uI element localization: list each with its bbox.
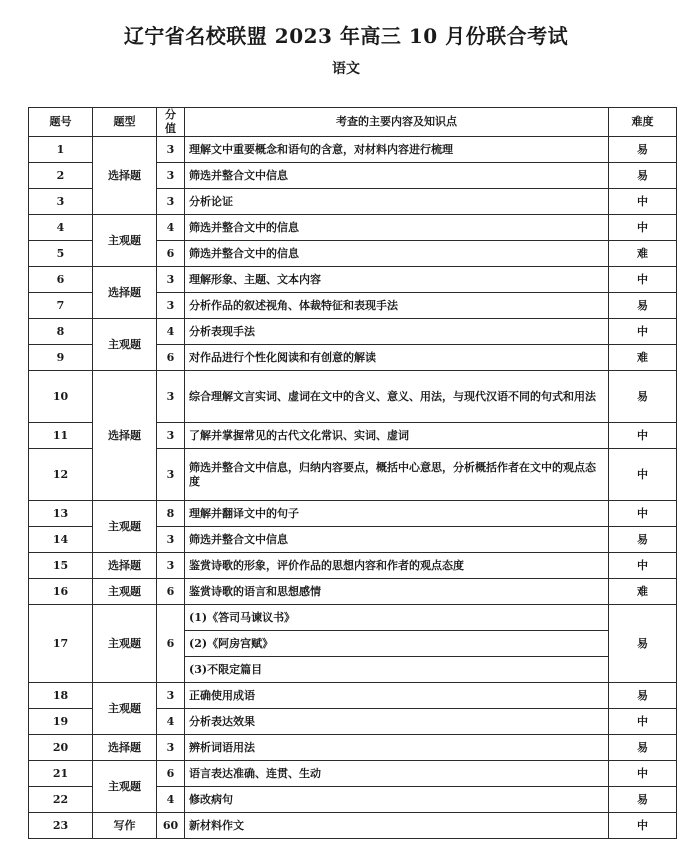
difficulty: 中 — [609, 761, 677, 787]
question-no: 16 — [29, 579, 93, 605]
header-question-no: 题号 — [29, 108, 93, 137]
score: 3 — [157, 553, 185, 579]
difficulty: 中 — [609, 709, 677, 735]
difficulty: 易 — [609, 683, 677, 709]
difficulty: 中 — [609, 553, 677, 579]
question-type: 主观题 — [93, 683, 157, 735]
table-row — [29, 579, 677, 605]
difficulty: 易 — [609, 371, 677, 423]
content: 修改病句 — [185, 787, 609, 813]
question-type: 选择题 — [93, 267, 157, 319]
difficulty: 中 — [609, 449, 677, 501]
question-no: 2 — [29, 163, 93, 189]
content: 语言表达准确、连贯、生动 — [185, 761, 609, 787]
question-no: 17 — [29, 605, 93, 683]
score: 3 — [157, 267, 185, 293]
score: 4 — [157, 787, 185, 813]
score: 4 — [157, 319, 185, 345]
difficulty: 易 — [609, 293, 677, 319]
table-row — [29, 501, 677, 527]
question-no: 18 — [29, 683, 93, 709]
question-no: 3 — [29, 189, 93, 215]
content: 分析表达效果 — [185, 709, 609, 735]
header-score: 分值 — [157, 108, 185, 137]
difficulty: 难 — [609, 241, 677, 267]
content: 辨析词语用法 — [185, 735, 609, 761]
score: 6 — [157, 761, 185, 787]
score: 3 — [157, 423, 185, 449]
score: 60 — [157, 813, 185, 839]
score: 6 — [157, 579, 185, 605]
content-subitem: (3)不限定篇目 — [185, 657, 609, 683]
table-row — [29, 735, 677, 761]
content-subitem: (1)《答司马谏议书》 — [185, 605, 609, 631]
question-analysis-table — [28, 107, 677, 839]
question-type: 选择题 — [93, 553, 157, 579]
score: 6 — [157, 241, 185, 267]
table-row — [29, 319, 677, 345]
question-no: 10 — [29, 371, 93, 423]
content: 分析作品的叙述视角、体裁特征和表现手法 — [185, 293, 609, 319]
score: 3 — [157, 683, 185, 709]
difficulty: 中 — [609, 267, 677, 293]
difficulty: 易 — [609, 735, 677, 761]
question-no: 23 — [29, 813, 93, 839]
question-no: 6 — [29, 267, 93, 293]
difficulty: 易 — [609, 527, 677, 553]
content: 了解并掌握常见的古代文化常识、实词、虚词 — [185, 423, 609, 449]
difficulty: 中 — [609, 319, 677, 345]
difficulty: 易 — [609, 163, 677, 189]
question-no: 21 — [29, 761, 93, 787]
question-type: 主观题 — [93, 761, 157, 813]
question-type: 主观题 — [93, 605, 157, 683]
question-type: 主观题 — [93, 501, 157, 553]
question-no: 7 — [29, 293, 93, 319]
score: 3 — [157, 449, 185, 501]
content: 理解形象、主题、文本内容 — [185, 267, 609, 293]
difficulty: 中 — [609, 501, 677, 527]
content: 综合理解文言实词、虚词在文中的含义、意义、用法，与现代汉语不同的句式和用法 — [185, 371, 609, 423]
table-row — [29, 683, 677, 709]
content: 筛选并整合文中信息 — [185, 163, 609, 189]
question-type: 选择题 — [93, 137, 157, 215]
table-row — [29, 215, 677, 241]
question-type: 主观题 — [93, 215, 157, 267]
score: 3 — [157, 735, 185, 761]
question-no: 5 — [29, 241, 93, 267]
question-no: 9 — [29, 345, 93, 371]
question-no: 4 — [29, 215, 93, 241]
question-no: 22 — [29, 787, 93, 813]
content: 分析论证 — [185, 189, 609, 215]
header-difficulty: 难度 — [609, 108, 677, 137]
difficulty: 中 — [609, 813, 677, 839]
header-row — [29, 108, 677, 137]
difficulty: 中 — [609, 189, 677, 215]
question-no: 14 — [29, 527, 93, 553]
difficulty: 难 — [609, 579, 677, 605]
score: 8 — [157, 501, 185, 527]
question-type: 主观题 — [93, 319, 157, 371]
score: 3 — [157, 137, 185, 163]
content: 鉴赏诗歌的形象，评价作品的思想内容和作者的观点态度 — [185, 553, 609, 579]
question-no: 15 — [29, 553, 93, 579]
exam-title: 辽宁省名校联盟 2023 年高三 10 月份联合考试 — [123, 24, 569, 48]
score: 3 — [157, 527, 185, 553]
question-type: 写作 — [93, 813, 157, 839]
content: 对作品进行个性化阅读和有创意的解读 — [185, 345, 609, 371]
table-row — [29, 761, 677, 787]
table-row — [29, 371, 677, 423]
question-no: 12 — [29, 449, 93, 501]
question-no: 1 — [29, 137, 93, 163]
content: 分析表现手法 — [185, 319, 609, 345]
question-type: 选择题 — [93, 371, 157, 501]
content: 鉴赏诗歌的语言和思想感情 — [185, 579, 609, 605]
score: 3 — [157, 371, 185, 423]
score: 6 — [157, 345, 185, 371]
difficulty: 易 — [609, 137, 677, 163]
score: 3 — [157, 293, 185, 319]
table-row — [29, 605, 677, 631]
content: 理解文中重要概念和语句的含意，对材料内容进行梳理 — [185, 137, 609, 163]
table-row — [29, 553, 677, 579]
difficulty: 易 — [609, 787, 677, 813]
question-no: 19 — [29, 709, 93, 735]
content: 理解并翻译文中的句子 — [185, 501, 609, 527]
content: 筛选并整合文中的信息 — [185, 241, 609, 267]
score: 4 — [157, 709, 185, 735]
table-row — [29, 137, 677, 163]
question-type: 主观题 — [93, 579, 157, 605]
score: 6 — [157, 605, 185, 683]
question-no: 13 — [29, 501, 93, 527]
difficulty: 易 — [609, 605, 677, 683]
subject-title: 语文 — [332, 61, 360, 77]
content: 新材料作文 — [185, 813, 609, 839]
content: 筛选并整合文中信息，归纳内容要点，概括中心意思，分析概括作者在文中的观点态度 — [185, 449, 609, 501]
header-question-type: 题型 — [93, 108, 157, 137]
content: 筛选并整合文中的信息 — [185, 215, 609, 241]
content: 正确使用成语 — [185, 683, 609, 709]
question-type: 选择题 — [93, 735, 157, 761]
question-no: 11 — [29, 423, 93, 449]
header-content: 考查的主要内容及知识点 — [185, 108, 609, 137]
table-row — [29, 267, 677, 293]
content: 筛选并整合文中信息 — [185, 527, 609, 553]
difficulty: 中 — [609, 423, 677, 449]
content-subitem: (2)《阿房宫赋》 — [185, 631, 609, 657]
difficulty: 难 — [609, 345, 677, 371]
score: 4 — [157, 215, 185, 241]
table-row — [29, 813, 677, 839]
difficulty: 中 — [609, 215, 677, 241]
score: 3 — [157, 163, 185, 189]
score: 3 — [157, 189, 185, 215]
question-no: 20 — [29, 735, 93, 761]
question-no: 8 — [29, 319, 93, 345]
